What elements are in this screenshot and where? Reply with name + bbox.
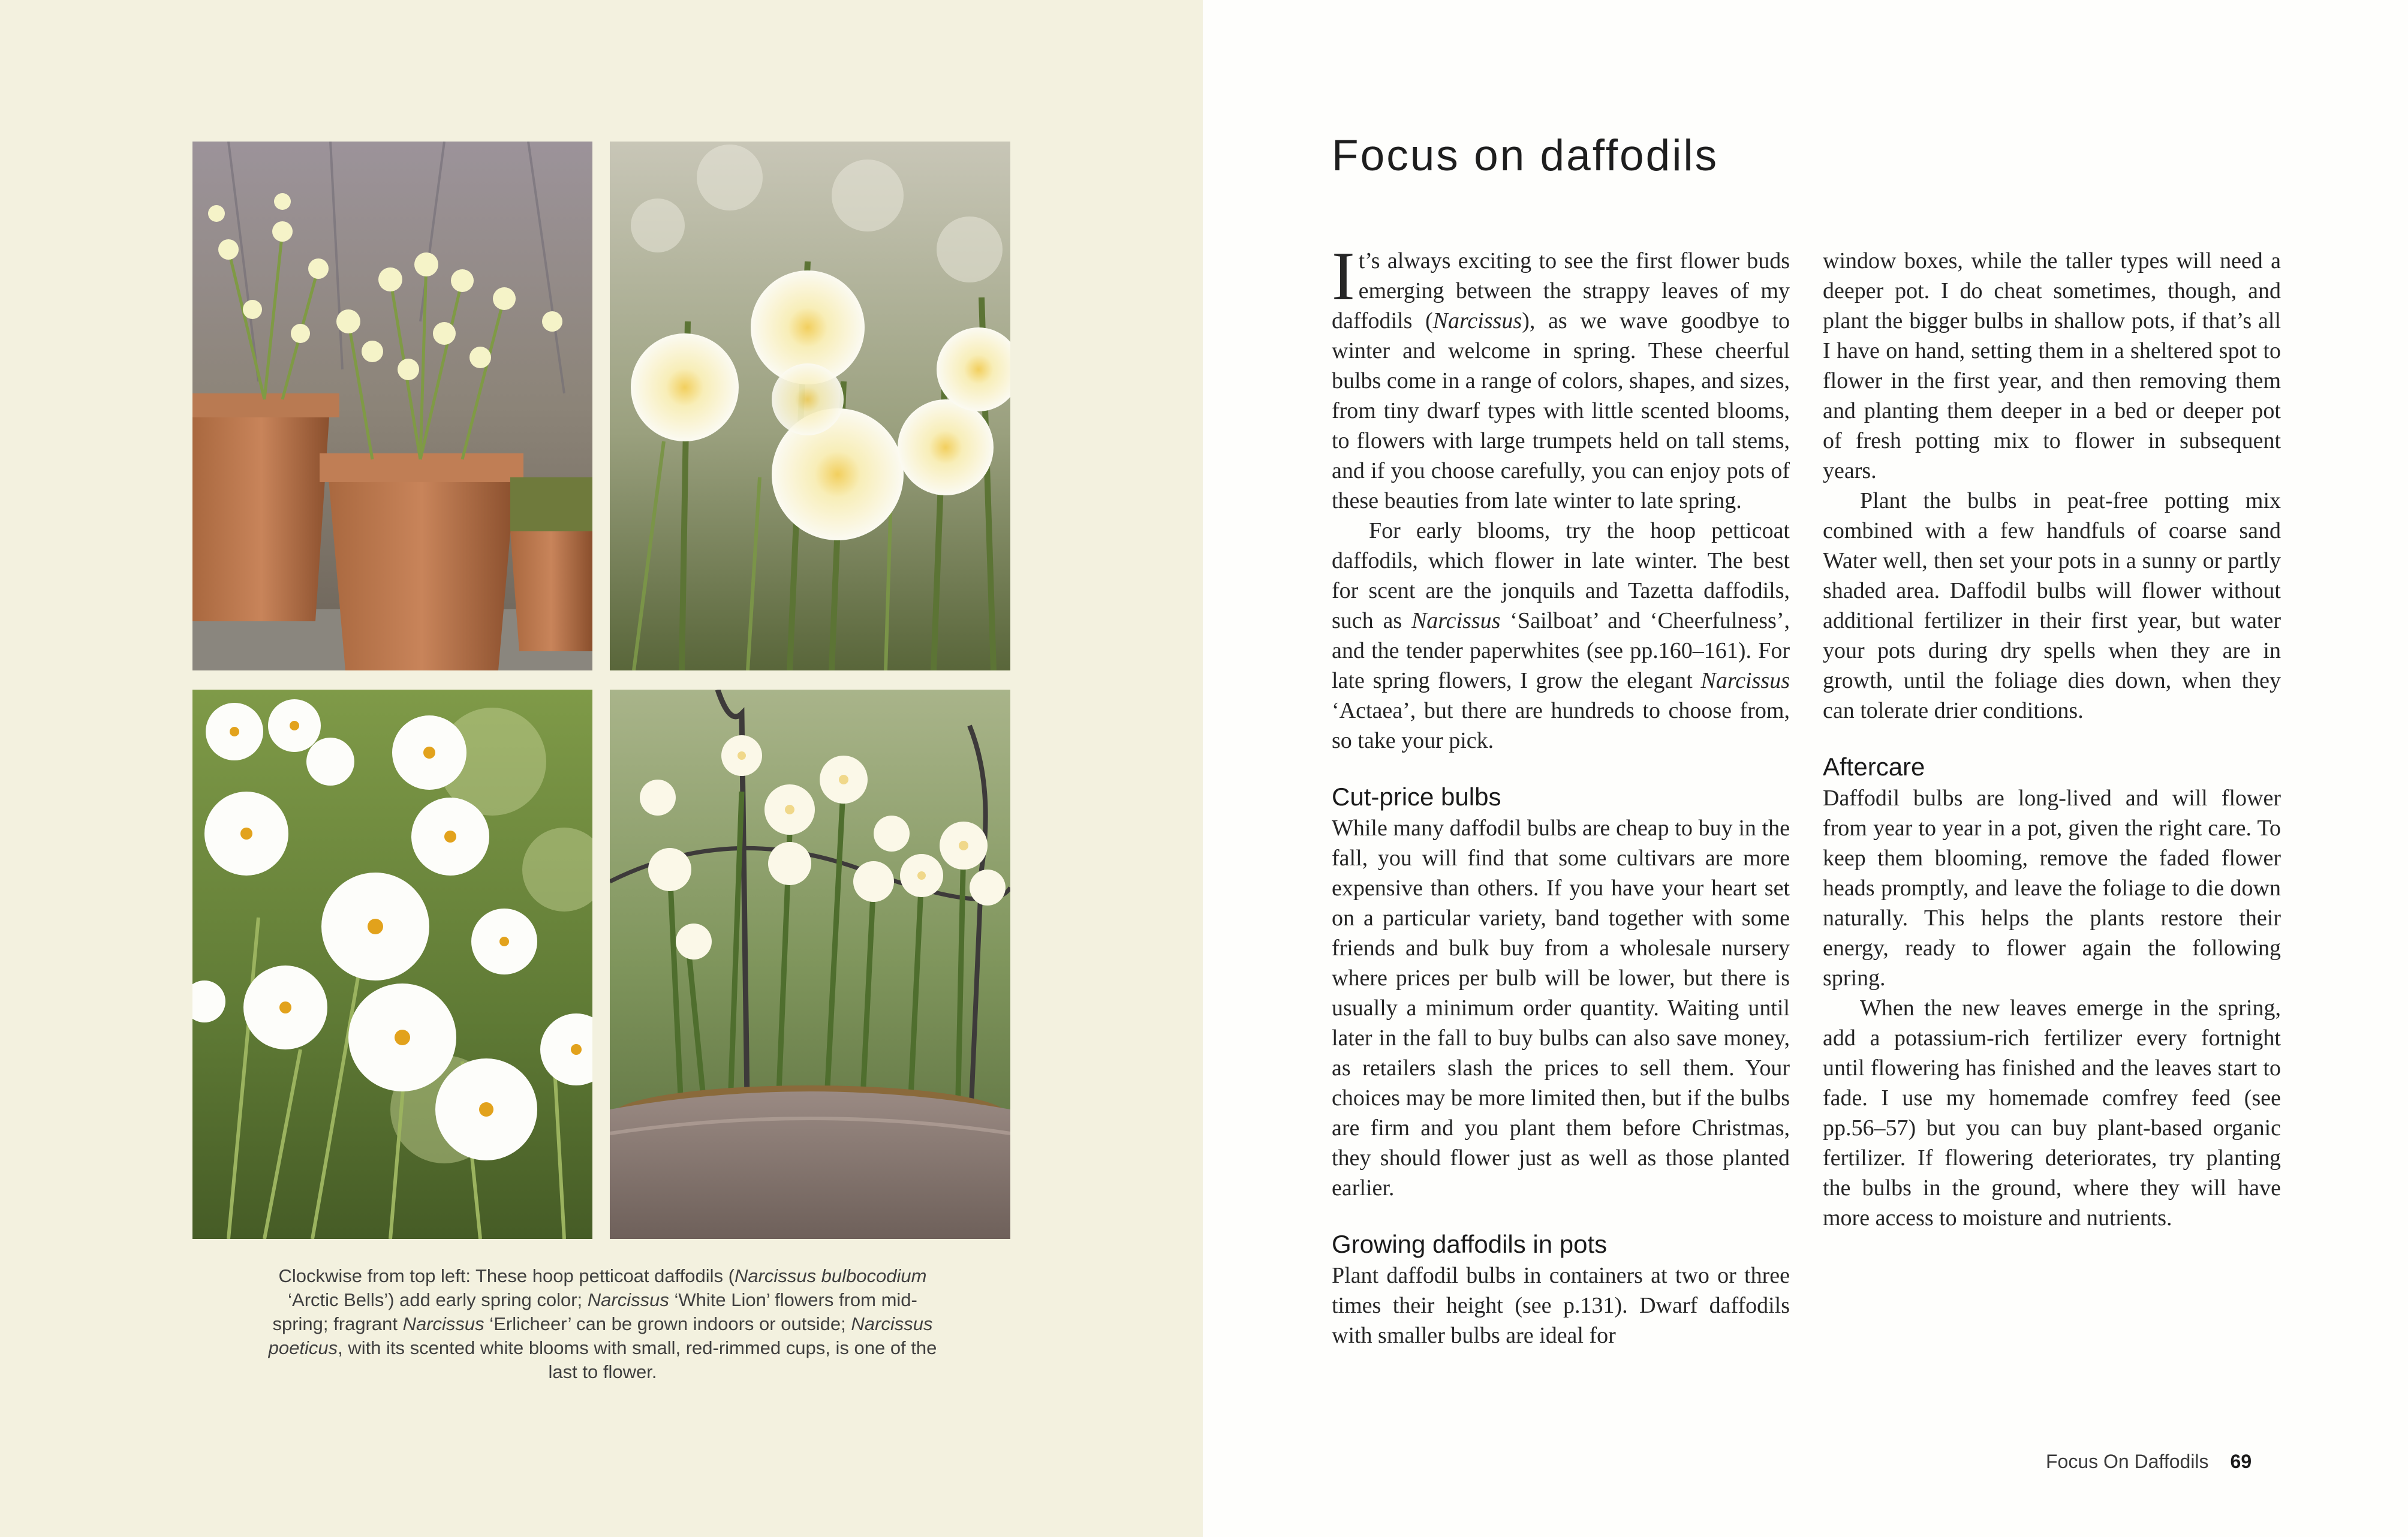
text-column-left: [1332, 238, 1790, 1350]
erlicheer-daffodils-image: [610, 690, 1010, 1239]
cut-price-paragraph: While many daffodil bulbs are cheap to buy in the fall, you will find that some cultivars are more expensive than others. If you have your heart set on a particular variety, band together with some friends and bulk buy from a wholesale nursery where prices per bulb will be lower, but there is usually a minimum order quantity. Waiting until later in the fall to buy bulbs can also save money, as retailers slash the prices to sell them. Your choices may be more limited then, but if the bulbs are firm and you plant them before Christmas, they should flower just as well as those planted earlier.: [1332, 816, 1790, 1201]
text-run: For early blooms, try the hoop petticoat daffodils, which flower in late winter. The best for scent are the jonquils and Tazetta daffodils, such as: [1332, 518, 1790, 633]
caption-part: ‘Erlicheer’ can be grown indoors or outside;: [484, 1313, 851, 1334]
hoop-petticoat-daffodils-image: [192, 142, 592, 670]
text-run: It’s always exciting to see the first flower buds emerging between the strappy leaves of my daffodils (: [1332, 238, 1790, 333]
growing-in-pots-paragraph: Plant daffodil bulbs in containers at two or three times their height (see p.131). Dwarf daffodils with smaller bulbs are ideal for: [1332, 1263, 1790, 1348]
caption-italic: Narcissus: [402, 1313, 484, 1334]
text-column-right: [1823, 246, 2281, 1233]
italic-run: Narcissus: [1432, 308, 1522, 333]
caption-part: ‘White Lion’ flowers from mid-spring; fragrant: [272, 1289, 917, 1334]
caption-text: [264, 1264, 941, 1384]
potting-mix-paragraph: Plant the bulbs in peat-free potting mix combined with a few handfuls of coarse sand Water well, then set your pots in a sunny or partly shaded area. Daffodil bulbs will flower without additional fertilizer in their first year, but water your pots during dry spells when they are in growth, until the foliage dies down, when they can tolerate drier conditions.: [1823, 488, 2281, 723]
photo-poeticus-daffodils: [192, 690, 592, 1239]
caption-italic: Narcissus: [587, 1289, 669, 1310]
heading-growing-in-pots: Growing daffodils in pots: [1332, 1230, 1608, 1258]
heading-cut-price-bulbs: Cut-price bulbs: [1332, 783, 1501, 811]
text-run: ), as we wave goodbye to winter and welcome in spring. These cheerful bulbs come in a range of colors, shapes, and sizes, from tiny dwarf types with little scented blooms, to flowers with large trumpets held on tall stems, and if you choose carefully, you can enjoy pots of these beauties from late winter to late spring.: [1332, 308, 1790, 513]
intro-paragraph: [1332, 238, 1790, 516]
heading-aftercare: Aftercare: [1823, 753, 1925, 781]
poeticus-daffodils-image: [192, 690, 592, 1239]
photo-caption: [264, 1264, 941, 1384]
caption-italic: Narcissus bulbocodium: [734, 1265, 927, 1286]
italic-run: Narcissus: [1411, 608, 1501, 633]
photo-hoop-petticoat-daffodils: [192, 142, 592, 670]
page-title: Focus on daffodils: [1332, 131, 1719, 180]
aftercare-paragraph: Daffodil bulbs are long-lived and will flower from year to year in a pot, given the right care. To keep them blooming, remove the faded flower heads promptly, and leave the foliage to die down naturally. This helps the plants restore their energy, ready to flower again the following spring.: [1823, 786, 2281, 991]
left-page: [0, 0, 1203, 1537]
text-run: ‘Actaea’, but there are hundreds to choose from, so take your pick.: [1332, 698, 1790, 753]
caption-italic: Narcissus poeticus: [268, 1313, 933, 1358]
running-footer: [2046, 1449, 2252, 1473]
text-run: ‘Sailboat’ and ‘Cheerfulness’, and the tender paperwhites (see pp.160–161). For late spring flowers, I grow the elegant: [1332, 608, 1790, 693]
photo-erlicheer-daffodils: [610, 690, 1010, 1239]
white-lion-daffodils-image: [610, 142, 1010, 670]
photo-white-lion-daffodils: [610, 142, 1010, 670]
footer-section-title: Focus On Daffodils: [2046, 1451, 2209, 1472]
italic-run: Narcissus: [1700, 668, 1790, 693]
caption-part: Clockwise from top left: These hoop petticoat daffodils (: [278, 1265, 735, 1286]
page-number: 69: [2230, 1451, 2252, 1472]
growing-in-pots-paragraph-continued: window boxes, while the taller types will need a deeper pot. I do cheat sometimes, though, and plant the bigger bulbs in shallow pots, if that’s all I have on hand, setting them in a sheltered spot to flower in the first year, and then removing them and planting them deeper in a bed or deeper pot of fresh potting mix to flower in subsequent years.: [1823, 248, 2281, 483]
caption-part: , with its scented white blooms with small, red-rimmed cups, is one of the last to flower.: [338, 1337, 937, 1382]
fertilizer-paragraph: When the new leaves emerge in the spring, add a potassium-rich fertilizer every fortnight until flowering has finished and the leaves start to fade. I use my homemade comfrey feed (see pp.56–57) but you can buy plant-based organic fertilizer. If flowering deteriorates, try planting the bulbs in the ground, where they will have more access to moisture and nutrients.: [1823, 995, 2281, 1231]
early-blooms-paragraph: [1332, 516, 1790, 756]
caption-part: ‘Arctic Bells’) add early spring color;: [288, 1289, 588, 1310]
